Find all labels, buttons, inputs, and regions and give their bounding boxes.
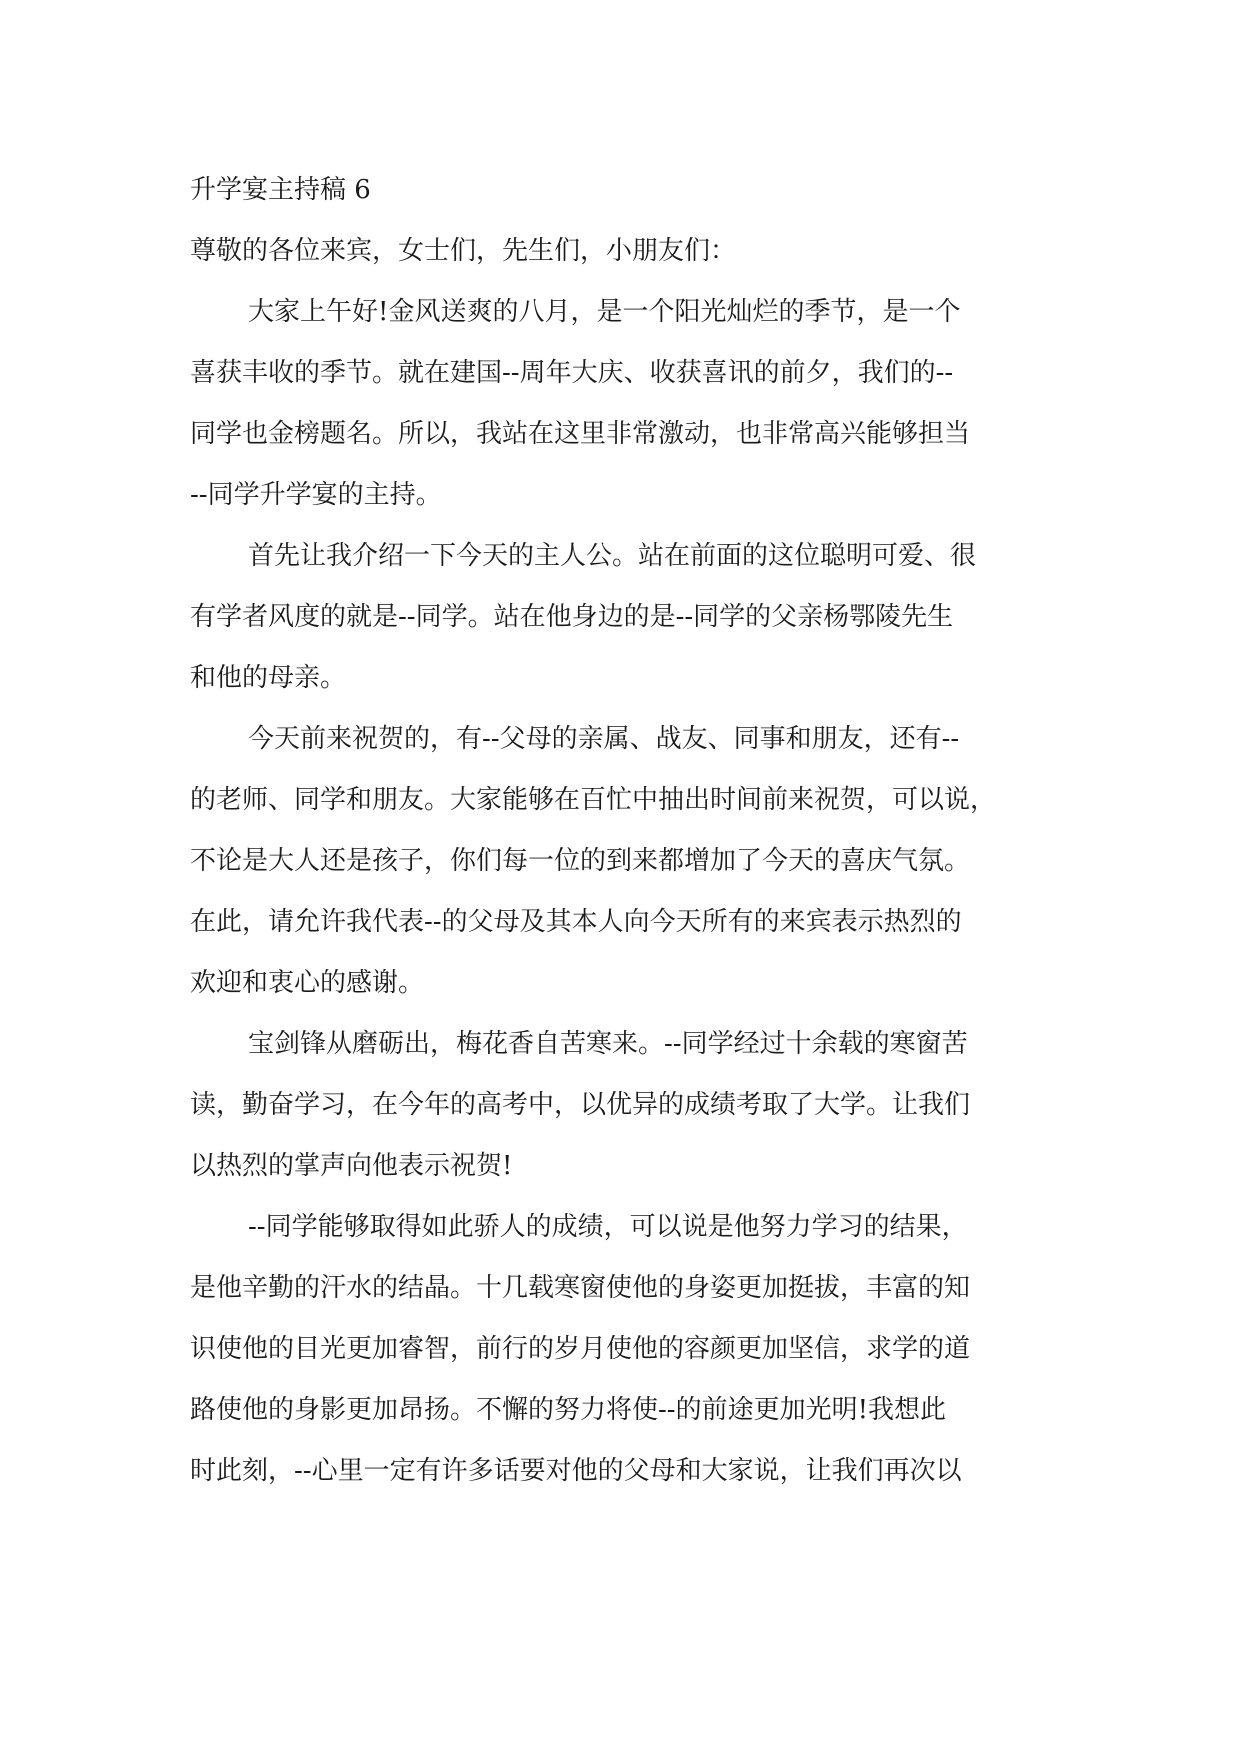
paragraph-line: 喜获丰收的季节。就在建国--周年大庆、收获喜讯的前夕，我们的--	[190, 358, 954, 388]
paragraph-line: --同学能够取得如此骄人的成绩，可以说是他努力学习的结果，	[248, 1212, 968, 1242]
paragraph-line: 的老师、同学和朋友。大家能够在百忙中抽出时间前来祝贺，可以说，	[190, 785, 997, 815]
salutation: 尊敬的各位来宾，女士们，先生们，小朋友们：	[190, 236, 737, 266]
paragraph-line: 和他的母亲。	[190, 663, 347, 693]
paragraph-line: 有学者风度的就是--同学。站在他身边的是--同学的父亲杨鄂陵先生	[190, 602, 954, 632]
paragraph-line: 同学也金榜题名。所以，我站在这里非常激动，也非常高兴能够担当	[190, 419, 971, 449]
paragraph-line: 在此，请允许我代表--的父母及其本人向今天所有的来宾表示热烈的	[190, 907, 962, 937]
paragraph-line: 以热烈的掌声向他表示祝贺!	[190, 1151, 513, 1181]
document-body	[190, 160, 1052, 1502]
paragraph-1	[190, 282, 1052, 526]
paragraph-line: 大家上午好!金风送爽的八月，是一个阳光灿烂的季节，是一个	[248, 297, 961, 327]
paragraph-line: 读，勤奋学习，在今年的高考中，以优异的成绩考取了大学。让我们	[190, 1090, 971, 1120]
paragraph-3	[190, 709, 1052, 1014]
paragraph-line: --同学升学宴的主持。	[190, 480, 442, 510]
paragraph-4	[190, 1014, 1052, 1197]
paragraph-line: 首先让我介绍一下今天的主人公。站在前面的这位聪明可爱、很	[248, 541, 977, 571]
paragraph-line: 识使他的目光更加睿智，前行的岁月使他的容颜更加坚信，求学的道	[190, 1334, 971, 1364]
paragraph-line: 今天前来祝贺的，有--父母的亲属、战友、同事和朋友，还有--	[248, 724, 960, 754]
paragraph-5	[190, 1197, 1052, 1502]
paragraph-line: 宝剑锋从磨砺出，梅花香自苦寒来。--同学经过十余载的寒窗苦	[248, 1029, 968, 1059]
document-title: 升学宴主持稿 6	[190, 175, 371, 205]
paragraph-line: 欢迎和衷心的感谢。	[190, 968, 425, 998]
paragraph-line: 是他辛勤的汗水的结晶。十几载寒窗使他的身姿更加挺拔，丰富的知	[190, 1273, 971, 1303]
paragraph-2	[190, 526, 1052, 709]
paragraph-line: 时此刻，--心里一定有许多话要对他的父母和大家说，让我们再次以	[190, 1456, 962, 1486]
paragraph-line: 不论是大人还是孩子，你们每一位的到来都增加了今天的喜庆气氛。	[190, 846, 971, 876]
paragraph-line: 路使他的身影更加昂扬。不懈的努力将使--的前途更加光明!我想此	[190, 1395, 947, 1425]
